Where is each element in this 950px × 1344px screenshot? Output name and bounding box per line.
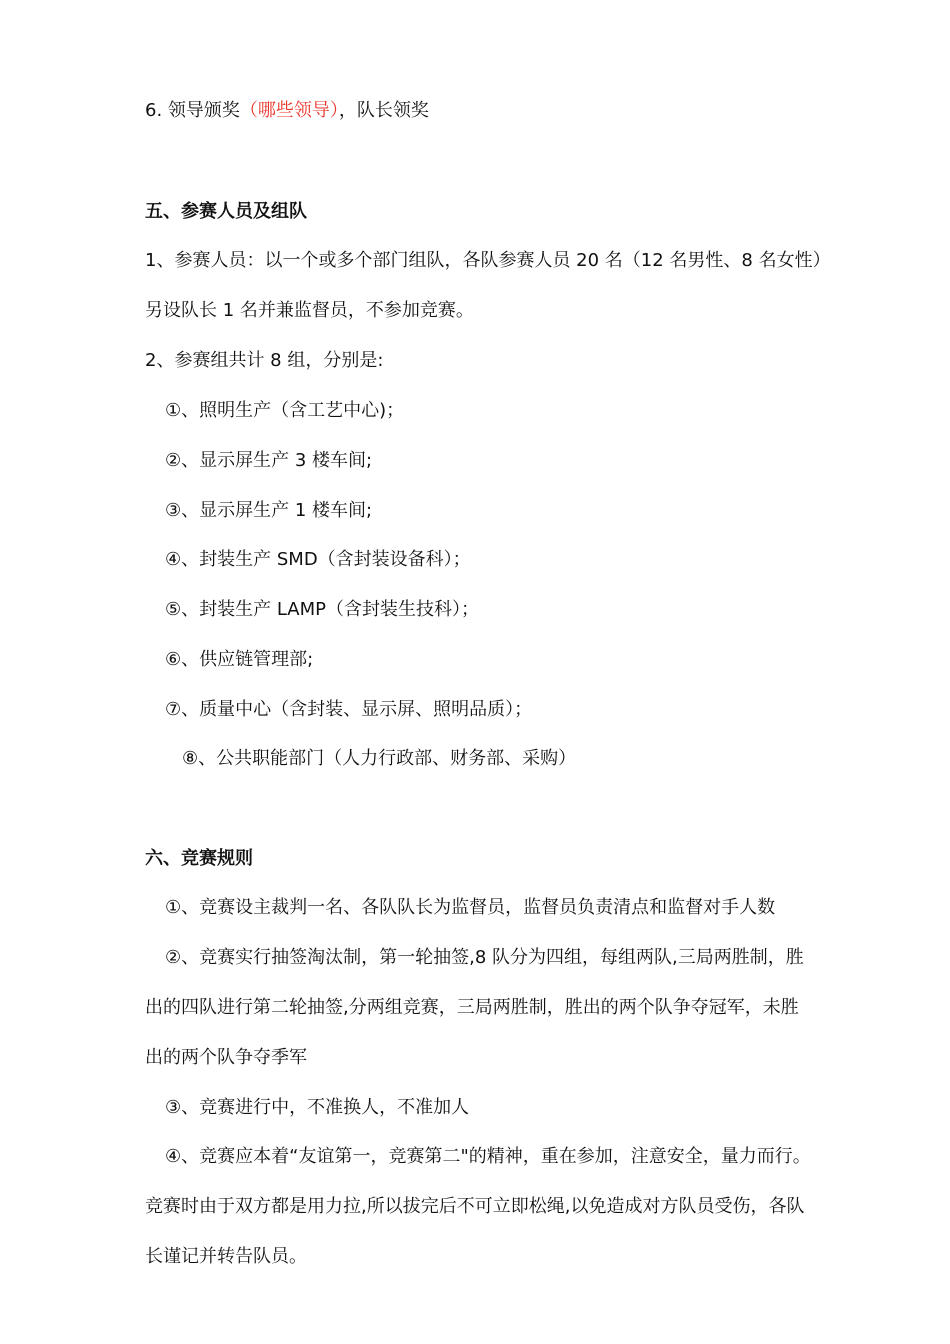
rule-3: ③、竞赛进行中，不准换人，不准加人 <box>165 1097 470 1118</box>
rule-4-line3: 长谨记并转告队员。 <box>145 1246 307 1267</box>
rule-2-line1: ②、竞赛实行抽签淘汰制，第一轮抽签,8 队分为四组，每组两队,三局两胜制，胜 <box>165 947 804 968</box>
section5-paragraph2: 2、参赛组共计 8 组，分别是: <box>145 350 384 371</box>
group-item-4: ④、封装生产 SMD（含封装设备科）； <box>165 549 471 570</box>
award-item-suffix: ，队长领奖 <box>338 100 429 121</box>
group-item-6: ⑥、供应链管理部; <box>165 649 314 670</box>
group-item-2: ②、显示屏生产 3 楼车间; <box>165 450 373 471</box>
rule-2-line2: 出的四队进行第二轮抽签,分两组竞赛，三局两胜制，胜出的两个队争夺冠军，未胜 <box>145 997 799 1018</box>
group-item-5: ⑤、封装生产 LAMP（含封装生技科）； <box>165 599 479 620</box>
group-item-1: ①、照明生产（含工艺中心)； <box>165 400 405 421</box>
rule-2-line3: 出的两个队争夺季军 <box>145 1047 307 1068</box>
group-item-8: ⑧、公共职能部门（人力行政部、财务部、采购） <box>182 748 577 769</box>
rule-4-line2: 竞赛时由于双方都是用力拉,所以拔完后不可立即松绳,以免造成对方队员受伤，各队 <box>145 1196 805 1217</box>
award-item-text: 6. 领导颁奖 <box>145 100 240 121</box>
award-item-note: （哪些领导） <box>239 100 339 121</box>
section5-heading: 五、参赛人员及组队 <box>145 201 307 222</box>
group-item-7: ⑦、质量中心（含封装、显示屏、照明品质）； <box>165 699 533 720</box>
section5-paragraph1-line1: 1、参赛人员：以一个或多个部门组队，各队参赛人员 20 名（12 名男性、8 名女性） <box>145 250 831 271</box>
award-item <box>145 99 429 123</box>
group-item-3: ③、显示屏生产 1 楼车间; <box>165 500 373 521</box>
rule-4-line1: ④、竞赛应本着“友谊第一，竞赛第二"的精神，重在参加，注意安全，量力而行。 <box>165 1146 811 1167</box>
rule-1: ①、竞赛设主裁判一名、各队队长为监督员，监督员负责清点和监督对手人数 <box>165 897 776 918</box>
section6-heading: 六、竞赛规则 <box>145 848 253 869</box>
section5-paragraph1-line2: 另设队长 1 名并兼监督员，不参加竞赛。 <box>145 300 474 321</box>
